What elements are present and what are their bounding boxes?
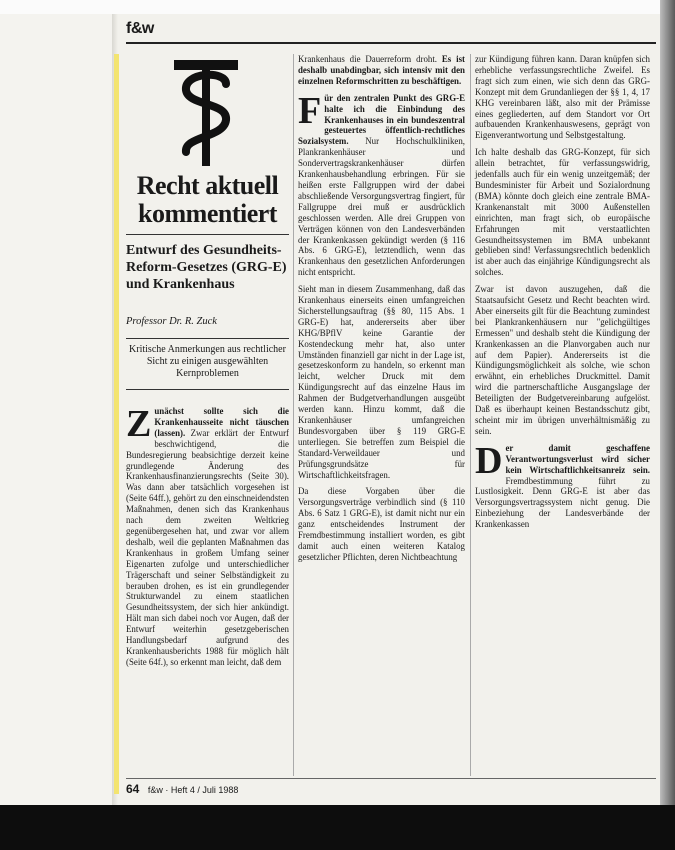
margin-highlight-bar — [114, 54, 119, 794]
page-number: 64 — [126, 782, 140, 796]
col2-p2-bold: ür den zentralen Punkt des GRG-E halte ich die Einbindung des Krankenhauses in ein bundeszentral gesteuertes öffentlich-rechtliches Sozialsystem. — [298, 92, 465, 147]
dropcap-z: Z — [126, 403, 152, 445]
footer-issue: f&w · Heft 4 / Juli 1988 — [147, 785, 239, 795]
abstract-box — [126, 338, 289, 390]
article-abstract: Kritische Anmerkungen aus rechtlicher Sicht zu einigen ausgewählten Kernproblemen — [129, 344, 286, 379]
col2-p2: Nur Hochschulkliniken, Plankrankenhäuser und Sondervertragskrankenhäuser dürfen Krankenhausbehandlung erbringen. Für sie heißen erste Fallgruppen wird der dabei abschließende Versorgungsvertrag fingiert, für Fallgruppe drei muß er ausdrücklich geschlossen werden. Alle drei Gruppen von Verträgen können von den Landesverbänden der Krankenkassen gekündigt werden (§ 116 Abs. 6 GRG-E), letztendlich, wenn das Krankenhaus den gesetzlichen Anforderungen nicht entspricht. — [298, 136, 465, 278]
footer-rule — [126, 778, 656, 779]
header-rule — [126, 42, 656, 44]
column-divider-2 — [470, 54, 471, 776]
column-3 — [475, 54, 650, 536]
scan-right-shadow — [660, 0, 675, 805]
col1-text: Zwar erklärt der Entwurf beschwichtigend, die Bundesregierung beabsichtige derzeit keine grundlegende Änderung des Krankenhausfinanzierungsrechts (Seite 30). Was dann aber tatsächlich vorgesehen ist (Seite 64ff.), gehört zu den einschneidendsten Maßnahmen, denen sich das Krankenhaus nach dem zweiten Weltkrieg gegenübergesehen hat, und zwar vor allem deshalb, weil die geplanten Maßnahmen das Krankenhaus in großem Umfang seiner Eigenarten zufolge und unterschiedlicher Trägerschaft und seiner Selbständigkeit zu berauben drohen, es ist ein grundlegender Strukturwandel zu einem staatlichen Gesundheitssystem, der sich hier ankündigt. Hält man sich dabei noch vor Augen, daß der Entwurf weiterhin gesetzgeberischen Handlungsbedarf aufgrund des Krankenhausberichts 1988 für möglich hält (Seite 64f.), so erkennt man leicht, daß dem — [126, 427, 289, 667]
rubric-line-1: Recht aktuell — [136, 171, 279, 200]
page-footer — [126, 782, 238, 796]
rubric-title — [126, 172, 289, 228]
col3-p4-bold: er damit geschaffene Verantwortungsverlust wird sicher kein Wirtschaftlichkeitsanreiz sein. — [505, 442, 650, 475]
column-1-body — [126, 403, 289, 674]
column-divider-1 — [293, 54, 294, 776]
staff-of-asclepius-icon — [166, 56, 246, 168]
magazine-logo: f&w — [126, 20, 154, 37]
column-2 — [298, 54, 465, 569]
col2-p1: Krankenhaus die Dauerreform droht. — [298, 54, 438, 64]
col2-p4: Da diese Vorgaben über die Versorgungsverträge verbindlich sind (§ 110 Abs. 6 Satz 1 GRG-E), ist damit nicht nur ein ganz entscheidendes Instrument der Fremdbestimmung installiert worden, es gibt damit auch einen weiteren Katalog gesetzlicher Pflichten, deren Nichtbeachtung — [298, 486, 465, 562]
col1-lead: unächst sollte sich die Krankenhausseite nicht täuschen (lassen). — [154, 406, 289, 438]
rubric-line-2: kommentiert — [138, 199, 277, 228]
scan-bottom-margin — [0, 805, 675, 850]
article-author: Professor Dr. R. Zuck — [126, 316, 217, 327]
paragraph-emblem — [126, 54, 289, 172]
col3-p2: Ich halte deshalb das GRG-Konzept, für sich allein betrachtet, für verfassungswidrig, jedenfalls auch für ein wenig unzeitgemäß; der Bundesminister für Arbeit und Sozialordnung (BMA) könnte doch gleich eine zentrale BMA-Krankenanstalt mit 3000 Außenstellen einrichten, man fragt sich, ob europäische Erfahrungen mit verstaatlichten Gesundheitssystemen im BMA unbekannt geblieben sind! Verfassungsrechtlich bedenklich ist aber auch das einjährige Kündigungsrecht als solches. — [475, 147, 650, 278]
rubric-divider — [126, 234, 289, 235]
col2-p1-bold: Es ist deshalb unabdingbar, sich intensiv mit den einzelnen Reformschritten zu beschäftigen. — [298, 54, 465, 86]
col3-p4: Fremdbestimmung führt zu Lustlosigkeit. Denn GRG-E ist aber das Versorgungsvertragssystem nicht genug. Die Einbeziehung der Landesverbände der Krankenkassen — [475, 475, 650, 530]
col3-p1: zur Kündigung führen kann. Daran knüpfen sich erhebliche verfassungsrechtliche Zweifel. Es fragt sich zum einen, wie sich denn das GRG-Konzept mit dem Grundanliegen der §§ 1, 4, 17 KHG vereinbaren läßt, also mit der Prämisse eines gegliederten, auf dem Standort vor Ort aufbauenden Krankenhauswesens, geprägt von Eigenverantwortung und Selbstgestaltung. — [475, 54, 650, 141]
magazine-page — [112, 14, 660, 805]
col2-p3: Sieht man in diesem Zusammenhang, daß das Krankenhaus einerseits einen umfangreichen Sicherstellungsauftrag (§§ 80, 115 Abs. 1 GRG-E) hat, andererseits aber über KHG/BPflV keine Garantie der Kostendeckung mehr hat, also unter Umständen finanziell gar nicht in der Lage ist, gesetzeskonform zu handeln, so erkennt man leicht, welcher Druck mit dem Kündigungsrecht auf das einzelne Haus im Rahmen der Budgetverhandlungen ausgeübt werden kann. Hinzu kommt, daß die Krankenhäuser umfangreichen Bundesvorgaben über § 119 GRG-E unterliegen. Sie betreffen zum Beispiel die Standard-Verweildauer und Prüfungsgrundsätze für Wirtschaftlichkeitsfragen. — [298, 284, 465, 480]
col3-p3: Zwar ist davon auszugehen, daß die Staatsaufsicht Gesetz und Recht beachten wird. Aber einerseits gilt für die Beachtung zumindest bei Plankrankenhäusern nur "gelichgültiges Ermessen" und deshalb steht die Kündigung der Krankenkassen an die Planvorgaben auch nur auf dem Papier). Andererseits ist die Kündigungsmöglichkeit als solche, wie schon erwähnt, ein erhebliches Druckmittel. Damit wird die partnerschaftliche Ausgangslage der Beteiligten der Budgetvereinbarung aufgelöst. Daß es überhaupt keinen Bestandsschutz gibt, scheint mir im übrigen unverhältnismäßig zu sein. — [475, 284, 650, 436]
dropcap-d: D — [475, 439, 503, 482]
scan-top-margin — [0, 0, 675, 14]
article-title: Entwurf des Gesundheits-Reform-Gesetzes (GRG-E) und Krankenhaus — [126, 243, 287, 292]
dropcap-f: F — [298, 89, 322, 132]
